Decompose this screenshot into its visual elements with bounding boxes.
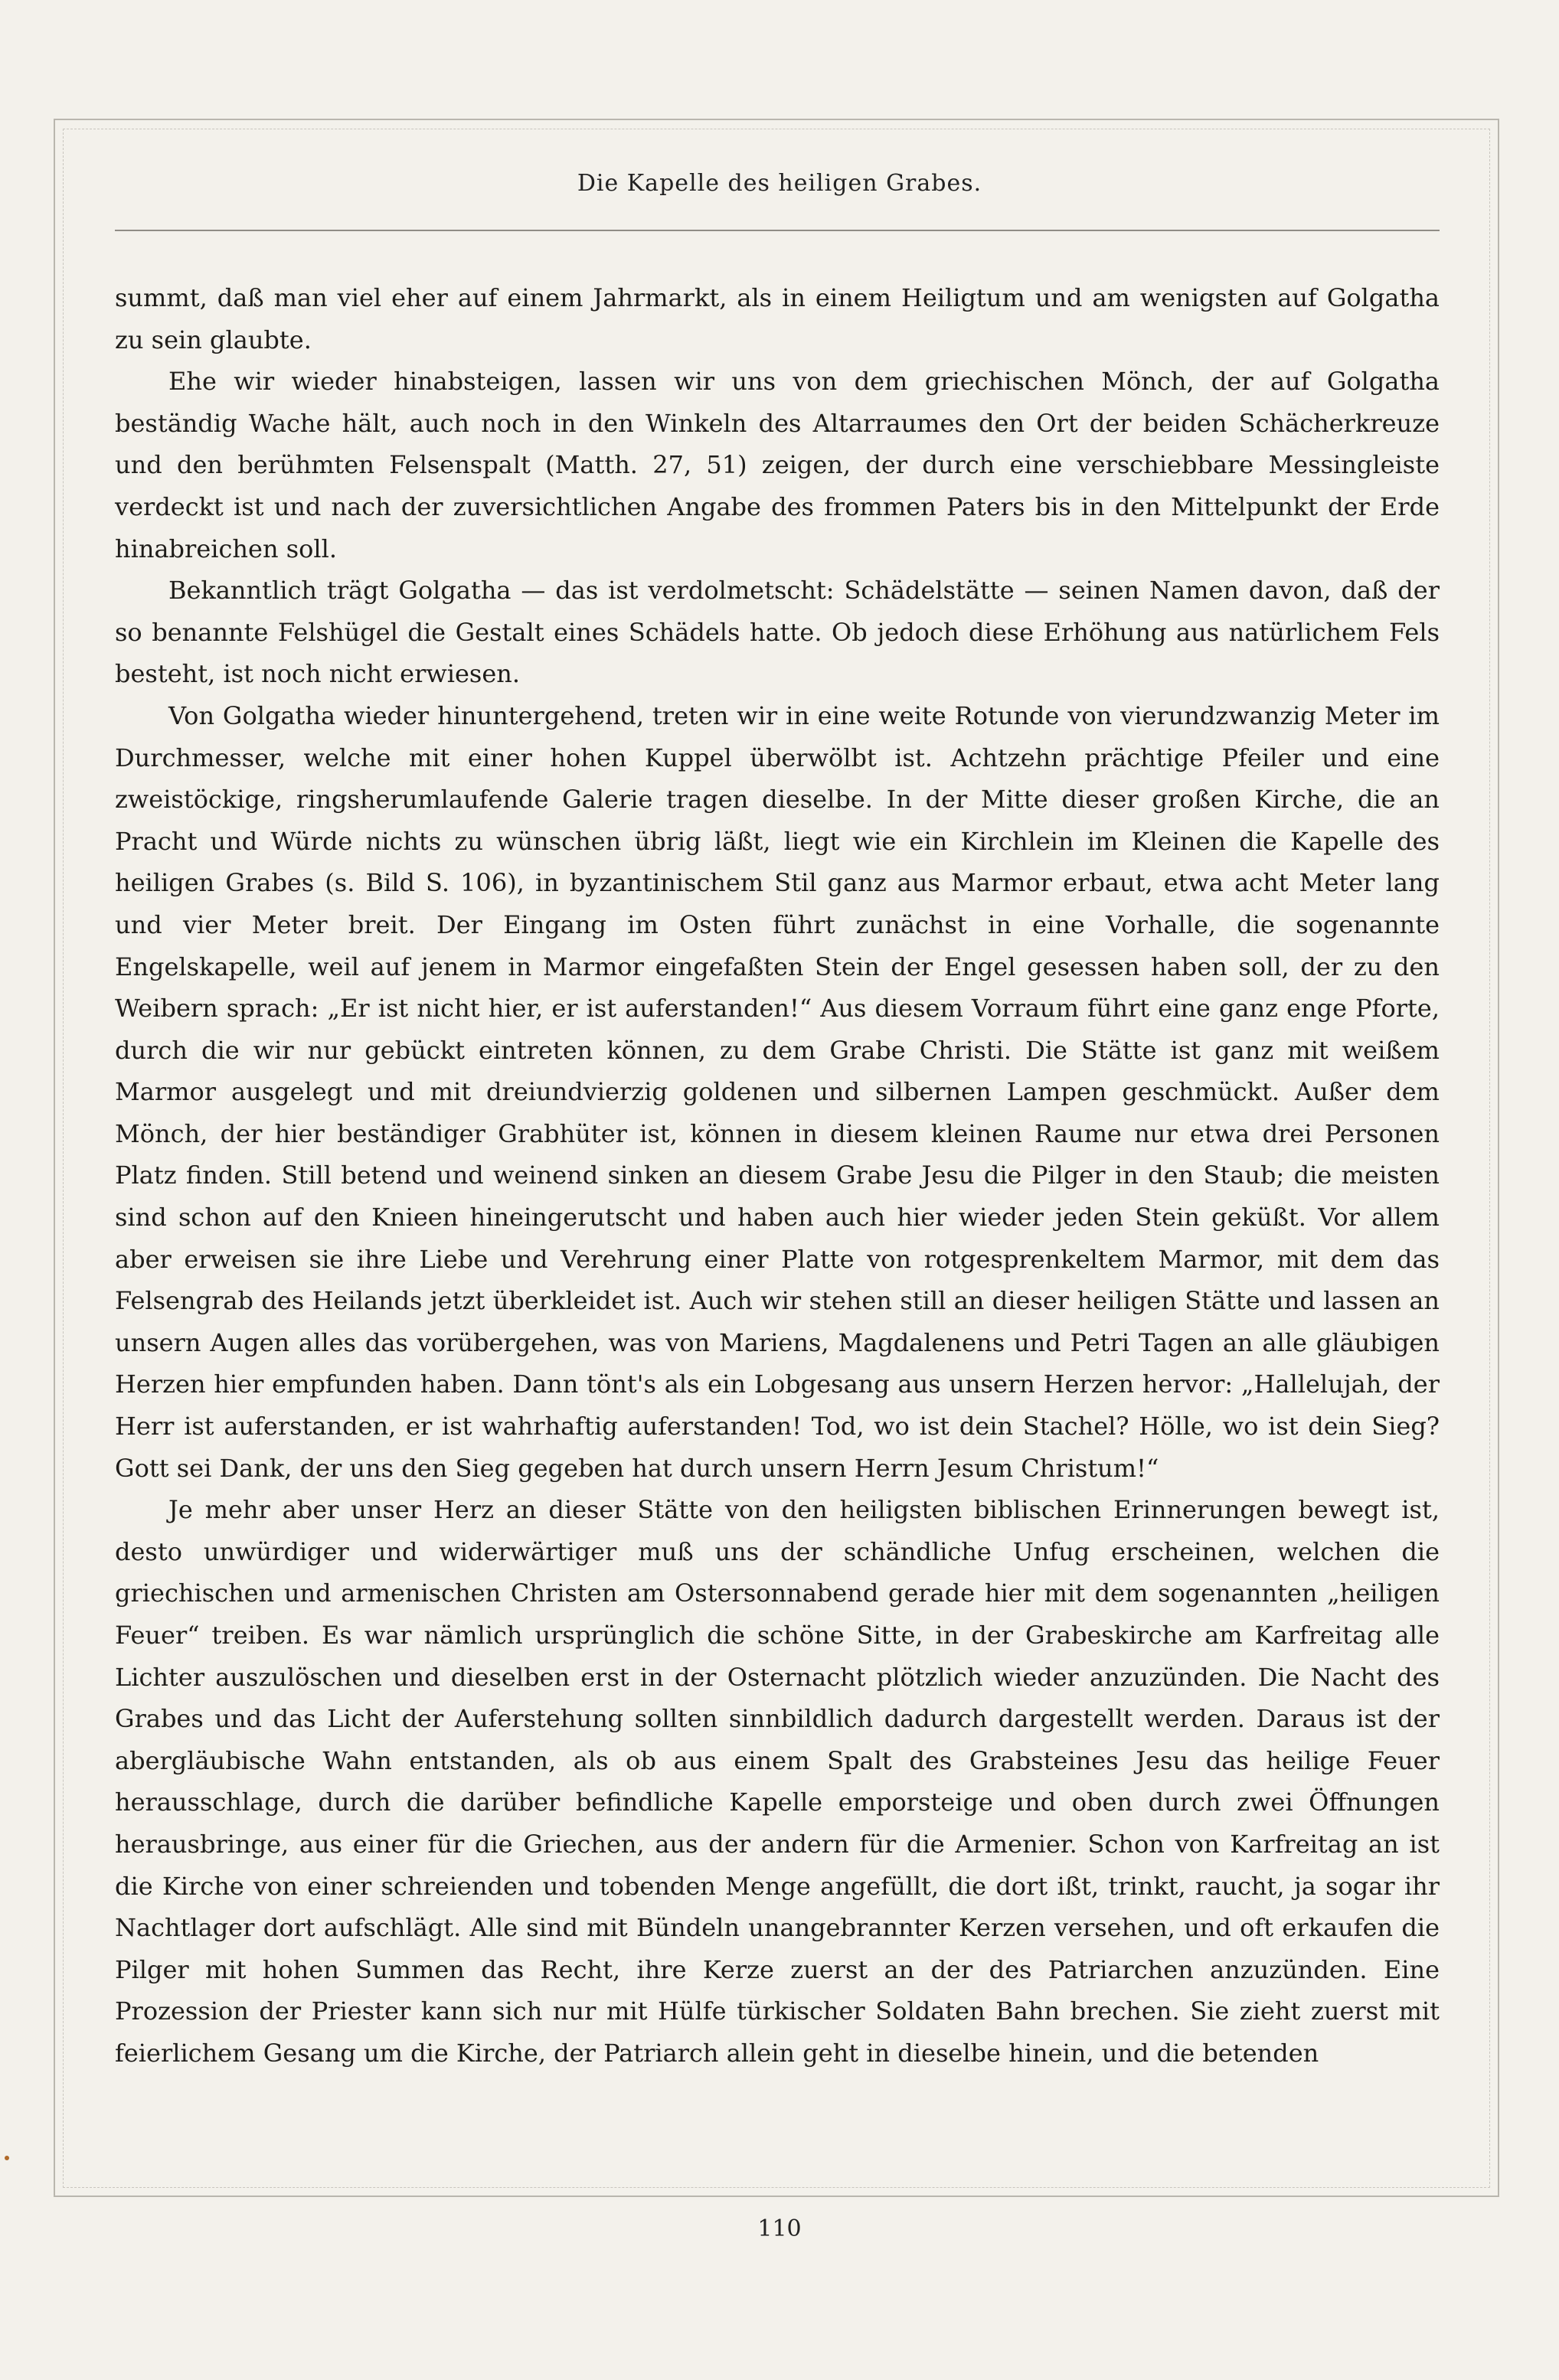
page-number: 110	[757, 2215, 802, 2242]
margin-mark	[5, 2156, 9, 2160]
header-rule	[115, 230, 1440, 231]
body-text	[115, 277, 1440, 2075]
paragraph-3: Bekanntlich trägt Golgatha — das ist verdolmetscht: Schädelstätte — seinen Namen davon, daß der so benannte Felshügel die Gestalt eines Schädels hatte. Ob jedoch diese Erhöhung aus natürlichem Fels besteht, ist noch nicht erwiesen.	[115, 576, 1440, 689]
running-head: Die Kapelle des heiligen Grabes.	[577, 170, 982, 197]
paragraph-4: Von Golgatha wieder hinuntergehend, treten wir in eine weite Rotunde von vierundzwanzig Meter im Durchmesser, welche mit einer hohen Kuppel überwölbt ist. Achtzehn prächtige Pfeiler und eine zweistöckige, ringsherumlaufende Galerie tragen dieselbe. In der Mitte dieser großen Kirche, die an Pracht und Würde nichts zu wünschen übrig läßt, liegt wie ein Kirchlein im Kleinen die Kapelle des heiligen Grabes (s. Bild S. 106), in byzantinischem Stil ganz aus Marmor erbaut, etwa acht Meter lang und vier Meter breit. Der Eingang im Osten führt zunächst in eine Vorhalle, die sogenannte Engelskapelle, weil auf jenem in Marmor eingefaßten Stein der Engel gesessen haben soll, der zu den Weibern sprach: „Er ist nicht hier, er ist auferstanden!“ Aus diesem Vorraum führt eine ganz enge Pforte, durch die wir nur gebückt eintreten können, zu dem Grabe Christi. Die Stätte ist ganz mit weißem Marmor ausgelegt und mit dreiundvierzig goldenen und silbernen Lampen geschmückt. Außer dem Mönch, der hier beständiger Grabhüter ist, können in diesem kleinen Raume nur etwa drei Personen Platz finden. Still betend und weinend sinken an diesem Grabe Jesu die Pilger in den Staub; die meisten sind schon auf den Knieen hineingerutscht und haben auch hier wieder jeden Stein geküßt. Vor allem aber erweisen sie ihre Liebe und Verehrung einer Platte von rotgesprenkeltem Marmor, mit dem das Felsengrab des Heilands jetzt überkleidet ist. Auch wir stehen still an dieser heiligen Stätte und lassen an unsern Augen alles das vorübergehen, was von Mariens, Magdalenens und Petri Tagen an alle gläubigen Herzen hier empfunden haben. Dann tönt's als ein Lobgesang aus unsern Herzen hervor: „Hallelujah, der Herr ist auferstanden, er ist wahrhaftig auferstanden! Tod, wo ist dein Stachel? Hölle, wo ist dein Sieg? Gott sei Dank, der uns den Sieg gegeben hat durch unsern Herrn Jesum Christum!“	[115, 700, 1440, 1483]
paragraph-1: summt, daß man viel eher auf einem Jahrmarkt, als in einem Heiligtum und am wenigsten auf Golgatha zu sein glaubte.	[115, 283, 1440, 354]
paragraph-2: Ehe wir wieder hinabsteigen, lassen wir uns von dem griechischen Mönch, der auf Golgatha beständig Wache hält, auch noch in den Winkeln des Altarraumes den Ort der beiden Schächerkreuze und den berühmten Felsenspalt (Matth. 27, 51) zeigen, der durch eine verschiebbare Messingleiste verdeckt ist und nach der zuversichtlichen Angabe des frommen Paters bis in den Mittelpunkt der Erde hinabreichen soll.	[115, 367, 1440, 563]
paragraph-5: Je mehr aber unser Herz an dieser Stätte von den heiligsten biblischen Erinnerungen bewegt ist, desto unwürdiger und widerwärtiger muß uns der schändliche Unfug erscheinen, welchen die griechischen und armenischen Christen am Ostersonnabend gerade hier mit dem sogenannten „heiligen Feuer“ treiben. Es war nämlich ursprünglich die schöne Sitte, in der Grabeskirche am Karfreitag alle Lichter auszulöschen und dieselben erst in der Osternacht plötzlich wieder anzuzünden. Die Nacht des Grabes und das Licht der Auferstehung sollten sinnbildlich dadurch dargestellt werden. Daraus ist der abergläubische Wahn entstanden, als ob aus einem Spalt des Grabsteines Jesu das heilige Feuer herausschlage, durch die darüber befindliche Kapelle emporsteige und oben durch zwei Öffnungen herausbringe, aus einer für die Griechen, aus der andern für die Armenier. Schon von Karfreitag an ist die Kirche von einer schreienden und tobenden Menge angefüllt, die dort ißt, trinkt, raucht, ja sogar ihr Nachtlager dort aufschlägt. Alle sind mit Bündeln unangebrannter Kerzen versehen, und oft erkaufen die Pilger mit hohen Summen das Recht, ihre Kerze zuerst an der des Patriarchen anzuzünden. Eine Prozession der Priester kann sich nur mit Hülfe türkischer Soldaten Bahn brechen. Sie zieht zuerst mit feierlichem Gesang um die Kirche, der Patriarch allein geht in dieselbe hinein, und die betenden	[115, 1495, 1440, 2068]
